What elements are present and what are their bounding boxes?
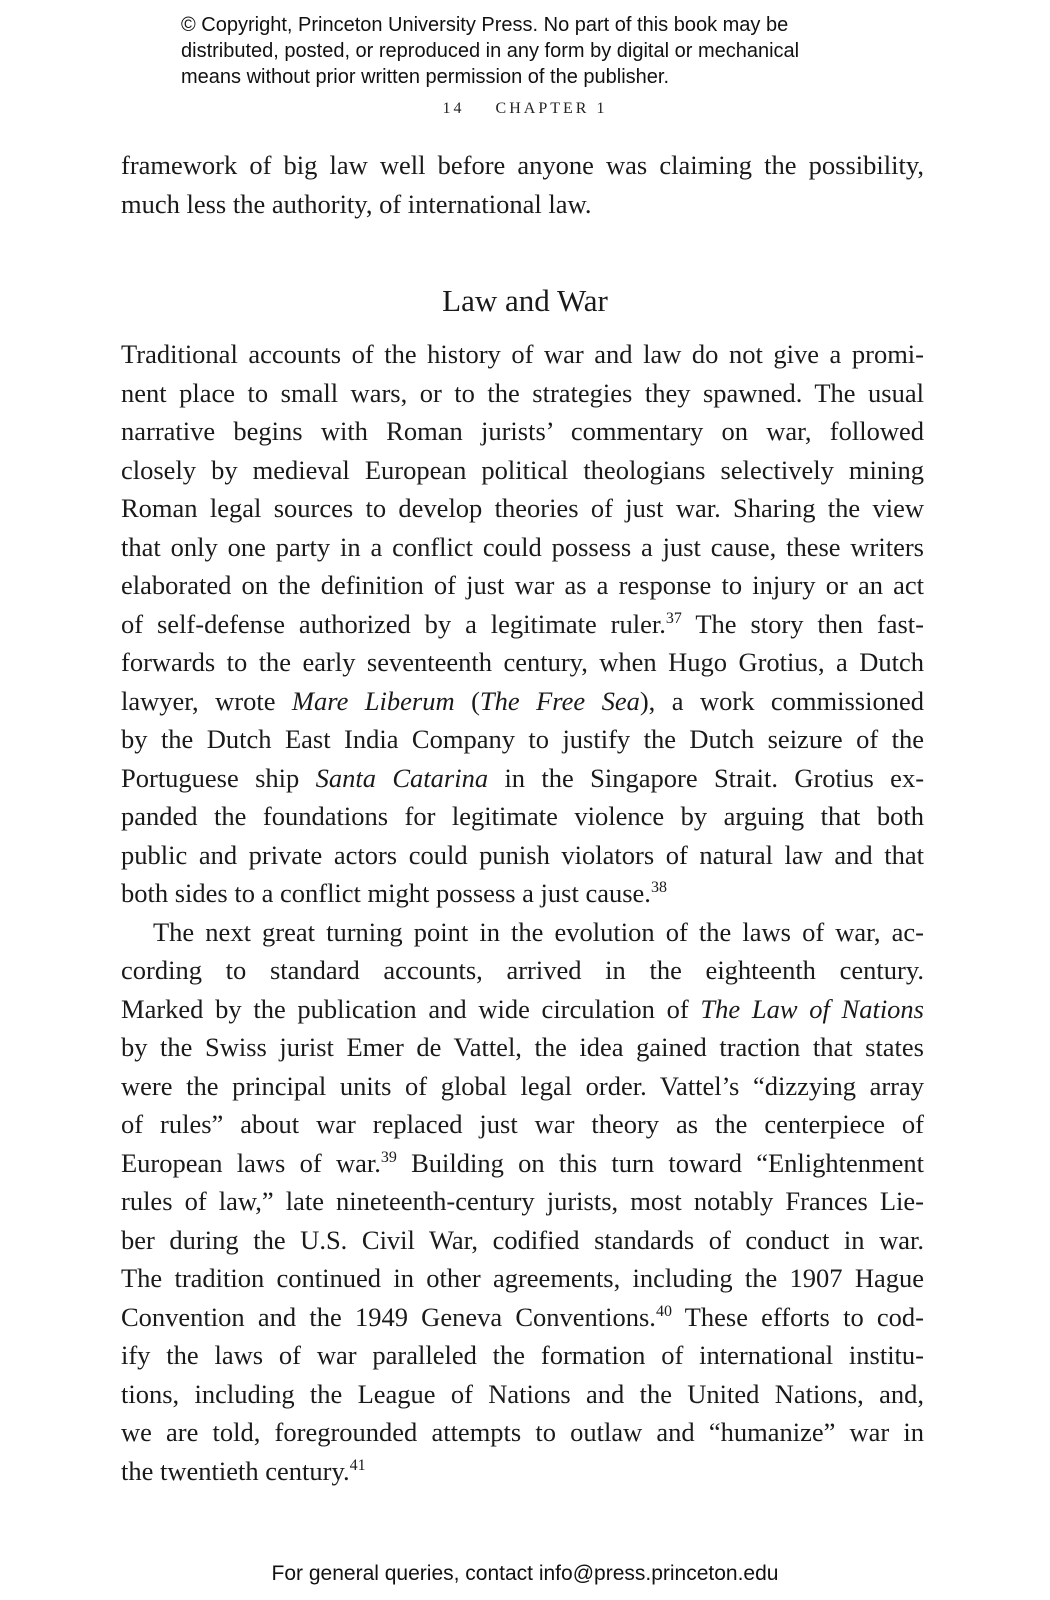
copyright-notice xyxy=(181,12,901,90)
text-line xyxy=(121,1144,924,1183)
italic-ship-name: Santa Catarina xyxy=(315,762,489,793)
text-line: Roman legal sources to develop theories of just war. Sharing the view xyxy=(121,493,924,523)
text-line: of rules” about war replaced just war theory as the centerpiece of xyxy=(121,1109,924,1139)
italic-title: The Free Sea xyxy=(479,685,640,716)
text-run: in the Singapore Strait. Grotius ex- xyxy=(488,762,925,793)
text-run: European laws of war. xyxy=(121,1147,381,1178)
text-line: public and private actors could punish violators of natural law and that xyxy=(121,839,924,870)
text-line: nent place to small wars, or to the strategies they spawned. The usual xyxy=(121,377,924,408)
running-head xyxy=(0,100,1050,118)
footnote-ref-41: 41 xyxy=(349,1456,366,1474)
footnote-ref-40: 40 xyxy=(655,1302,672,1320)
text-line: much less the authority, of international law. xyxy=(121,188,592,219)
text-run: Marked by the publication and wide circulation of xyxy=(121,993,701,1024)
page-number: 14 xyxy=(442,100,465,117)
copyright-line: distributed, posted, or reproduced in any form by digital or mechanical xyxy=(181,40,800,62)
text-line: The tradition continued in other agreements, including the 1907 Hague xyxy=(121,1263,924,1293)
continuation-paragraph xyxy=(121,146,924,223)
text-line: by the Dutch East India Company to justify the Dutch seizure of the xyxy=(121,724,924,754)
text-line: framework of big law well before anyone was claiming the possibility, xyxy=(121,150,924,180)
text-line xyxy=(121,990,924,1029)
text-run: ( xyxy=(454,685,480,716)
text-run: of self-defense authorized by a legitimate ruler. xyxy=(121,608,666,639)
italic-title: The Law of Nations xyxy=(700,993,924,1024)
text-line: ber during the U.S. Civil War, codified standards of conduct in war. xyxy=(121,1224,924,1255)
text-run: The story then fast- xyxy=(681,608,924,639)
text-line: were the principal units of global legal order. Vattel’s “dizzying array xyxy=(121,1070,924,1101)
text-line xyxy=(121,682,924,721)
copyright-line: means without prior written permission of the publisher. xyxy=(181,66,670,88)
text-line xyxy=(121,605,924,644)
footer-contact: For general queries, contact info@press.princeton.edu xyxy=(271,1562,779,1585)
text-line: closely by medieval European political theologians selectively mining xyxy=(121,454,924,485)
text-line xyxy=(121,1452,924,1491)
text-line: Traditional accounts of the history of war and law do not give a promi- xyxy=(121,339,924,369)
text-line: The next great turning point in the evolution of the laws of war, ac- xyxy=(153,916,924,947)
text-line xyxy=(121,874,924,913)
footnote-ref-38: 38 xyxy=(650,879,667,896)
section-heading: Law and War xyxy=(442,283,608,318)
text-line: ify the laws of war paralleled the formation of international institu- xyxy=(121,1340,924,1370)
text-run: Building on this turn toward “Enlightenment xyxy=(396,1147,924,1178)
text-line: we are told, foregrounded attempts to outlaw and “humanize” war in xyxy=(121,1417,924,1447)
text-line xyxy=(121,1298,924,1337)
text-run: the twentieth century. xyxy=(121,1455,350,1486)
copyright-line: © Copyright, Princeton University Press. No part of this book may be xyxy=(181,14,789,36)
text-line xyxy=(121,759,924,798)
chapter-label: CHAPTER 1 xyxy=(495,100,608,117)
body-text xyxy=(121,335,924,1490)
text-line: panded the foundations for legitimate violence by arguing that both xyxy=(121,801,924,831)
italic-title: Mare Liberum xyxy=(291,685,455,716)
text-line: narrative begins with Roman jurists’ commentary on war, followed xyxy=(121,416,924,446)
text-line: elaborated on the definition of just war as a response to injury or an act xyxy=(121,570,924,600)
text-line: by the Swiss jurist Emer de Vattel, the idea gained traction that states xyxy=(121,1032,924,1062)
text-run: ), a work commissioned xyxy=(639,685,924,716)
text-line: cording to standard accounts, arrived in the eighteenth century. xyxy=(121,955,924,985)
text-line: rules of law,” late nineteenth-century jurists, most notably Frances Lie- xyxy=(121,1186,924,1216)
text-line: forwards to the early seventeenth century, when Hugo Grotius, a Dutch xyxy=(121,647,924,677)
footnote-ref-39: 39 xyxy=(380,1148,397,1166)
text-run: Portuguese ship xyxy=(121,762,316,793)
footnote-ref-37: 37 xyxy=(665,609,682,627)
text-line: tions, including the League of Nations and the United Nations, and, xyxy=(121,1378,924,1409)
text-run: lawyer, wrote xyxy=(121,685,292,716)
text-run: both sides to a conflict might possess a just cause. xyxy=(121,878,651,908)
text-run: These efforts to cod- xyxy=(671,1301,924,1332)
text-line: that only one party in a conflict could possess a just cause, these writers xyxy=(121,531,924,562)
text-run: Convention and the 1949 Geneva Conventions. xyxy=(121,1301,656,1332)
